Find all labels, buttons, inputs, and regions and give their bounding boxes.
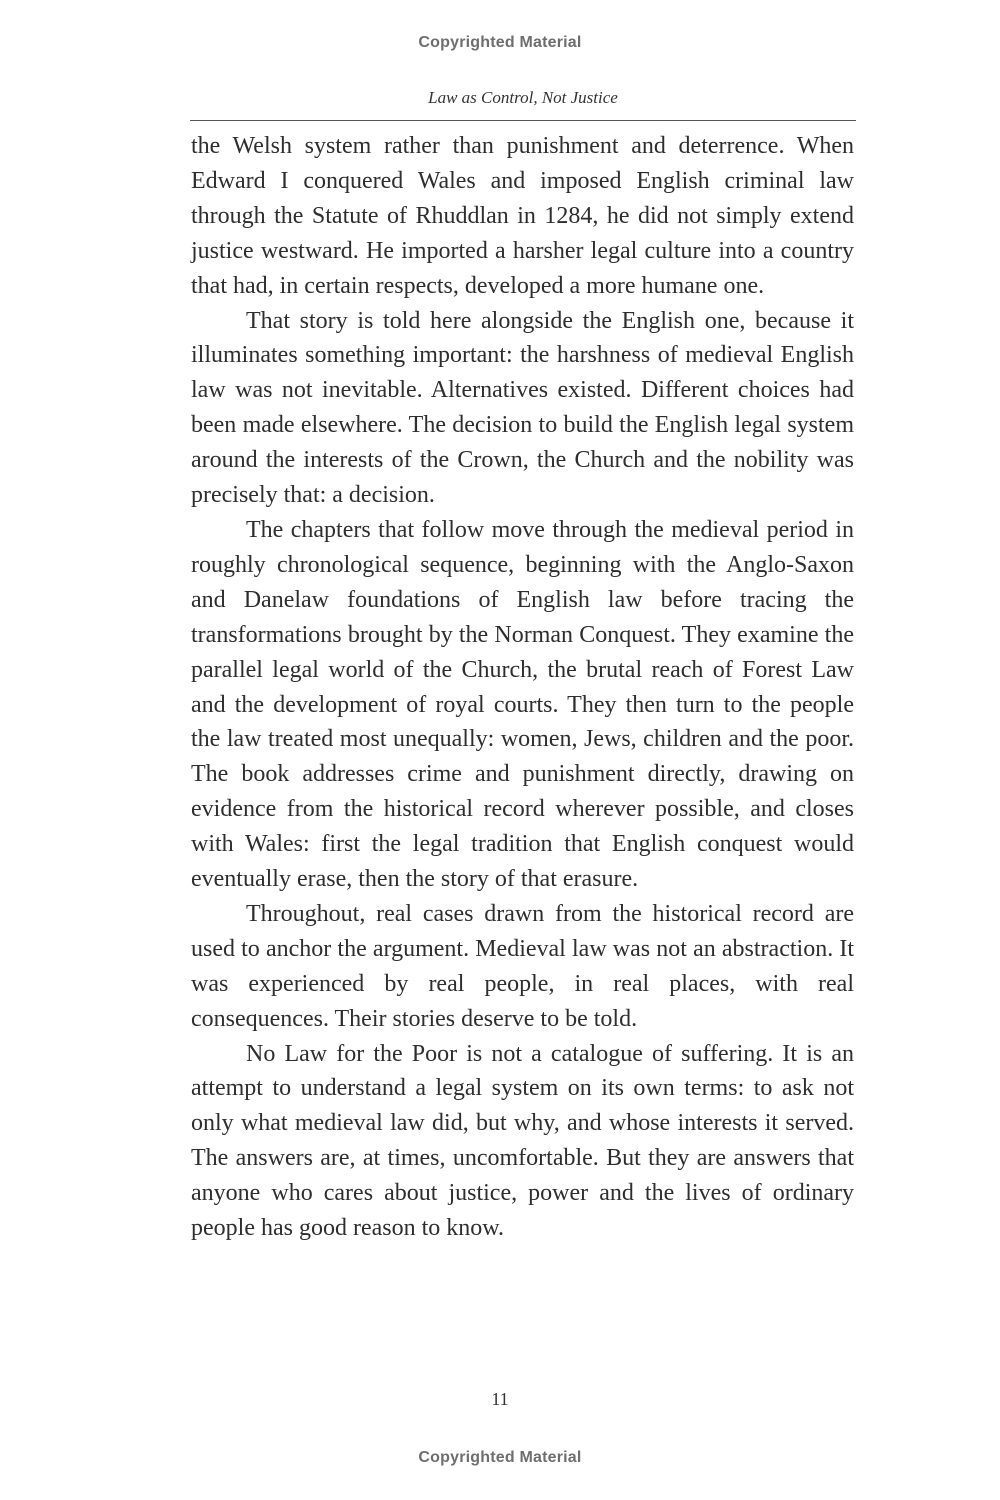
paragraph: No Law for the Poor is not a catalogue of suffering. It is an attempt to understand a legal system on its own terms: to ask not only what medieval law did, but why, and whose interests it served. The answers are, at times, uncomfortable. But they are answers that anyone who cares about justice, power and the lives of ordinary people has good reason to know. bbox=[191, 1040, 854, 1242]
paragraph: That story is told here alongside the English one, because it illuminates something important: the harshness of medieval English law was not inevitable. Alternatives existed. Different choices had been made elsewhere. The decision to build the English legal system around the interests of the Crown, the Church and the nobility was precisely that: a decision. bbox=[191, 307, 854, 509]
running-header: Law as Control, Not Justice bbox=[428, 88, 618, 107]
paragraph: The chapters that follow move through the medieval period in roughly chronological sequence, beginning with the Anglo-Saxon and Danelaw foundations of English law before tracing the transformations brought by the Norman Conquest. They examine the parallel legal world of the Church, the brutal reach of Forest Law and the development of royal courts. They then turn to the people the law treated most unequally: women, Jews, children and the poor. The book addresses crime and punishment directly, drawing on evidence from the historical record wherever possible, and closes with Wales: first the legal tradition that English conquest would eventually erase, then the story of that erasure. bbox=[191, 516, 854, 893]
page-number: 11 bbox=[491, 1389, 509, 1409]
header-rule bbox=[190, 120, 856, 121]
copyright-watermark-bottom: Copyrighted Material bbox=[418, 1449, 582, 1466]
paragraph: Throughout, real cases drawn from the historical record are used to anchor the argument. Medieval law was not an abstraction. It was experienced by real people, in real places, with real consequences. Their stories deserve to be told. bbox=[191, 900, 854, 1032]
paragraph-continued: the Welsh system rather than punishment and deterrence. When Edward I conquered Wales and imposed English criminal law through the Statute of Rhuddlan in 1284, he did not simply extend justice westward. He imported a harsher legal culture into a country that had, in certain respects, developed a more humane one. bbox=[191, 133, 854, 299]
copyright-watermark-top: Copyrighted Material bbox=[418, 34, 582, 51]
body-text bbox=[191, 129, 854, 1246]
